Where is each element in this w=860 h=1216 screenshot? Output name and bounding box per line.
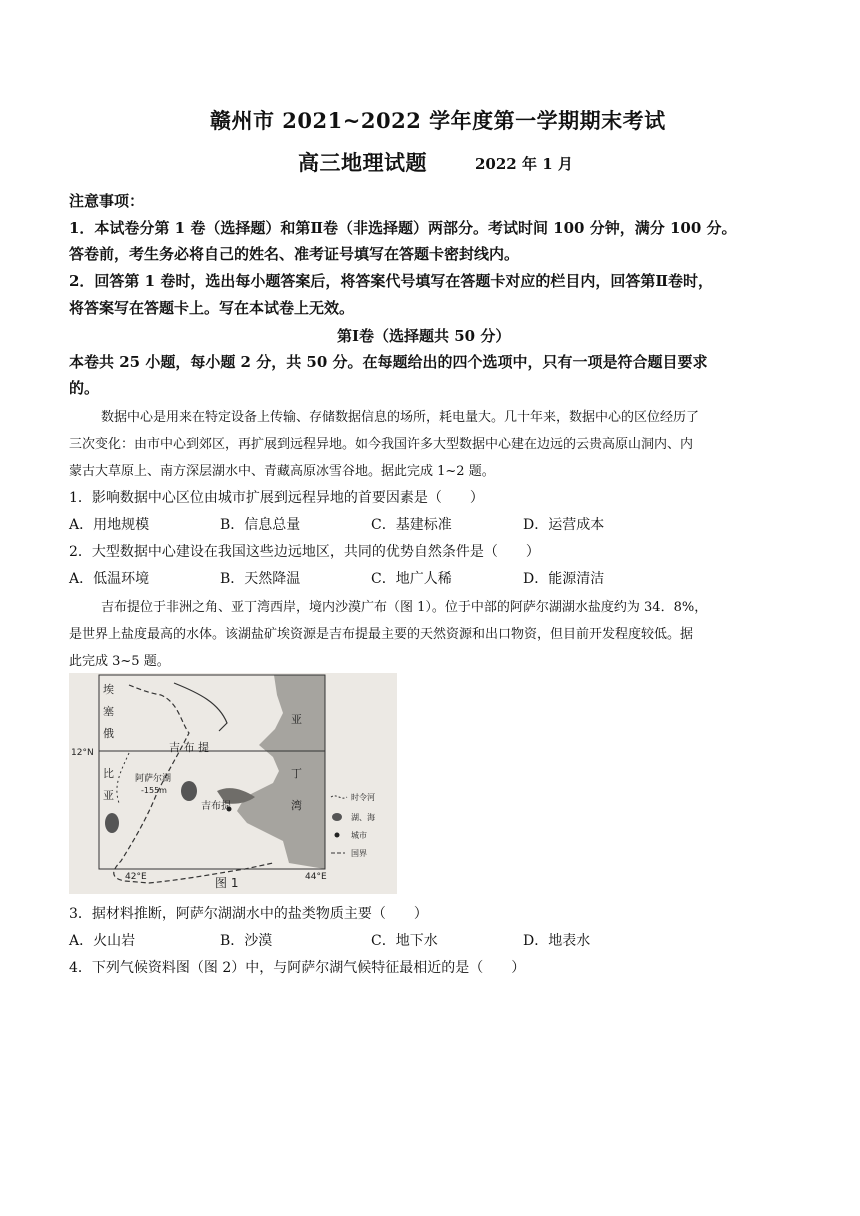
exam-date: 2022 年 1 月 <box>475 155 573 173</box>
q3-option-c: C．地下水 <box>371 933 438 949</box>
map-label-ethiopia-4: 比 <box>103 767 114 780</box>
map-label-gulf-1: 亚 <box>291 713 302 726</box>
q4-stem: 4．下列气候资料图（图 2）中，与阿萨尔湖气候特征最相近的是（ ） <box>69 960 526 976</box>
map-label-ethiopia-1: 埃 <box>103 683 114 696</box>
q1-option-a: A．用地规模 <box>69 517 150 533</box>
q3-option-d: D．地表水 <box>523 933 591 949</box>
q3-stem: 3．据材料推断，阿萨尔湖湖水中的盐类物质主要（ ） <box>69 906 428 922</box>
map-label-elevation: -155m <box>141 786 167 795</box>
passage2-line1: 吉布提位于非洲之角、亚丁湾西岸，境内沙漠广布（图 1）。位于中部的阿萨尔湖湖水盐度约为 34．8%， <box>101 600 708 615</box>
map-label-gulf-2: 丁 <box>291 767 302 780</box>
q1-option-d: D．运营成本 <box>523 517 605 533</box>
map-lat-label: 12°N <box>71 748 94 758</box>
map-label-gulf-3: 湾 <box>291 799 302 812</box>
notice-p2-a: 2．回答第 1 卷时，选出每小题答案后，将答案代号填写在答题卡对应的栏目内，回答第Ⅱ卷时， <box>69 272 713 290</box>
passage2-line3: 此完成 3~5 题。 <box>69 654 170 669</box>
map-label-ethiopia-5: 亚 <box>103 789 114 802</box>
q2-option-d: D．能源清洁 <box>523 571 605 587</box>
map-lon-left: 42°E <box>125 872 147 882</box>
map-label-ethiopia-3: 俄 <box>103 727 114 740</box>
q1-stem: 1．影响数据中心区位由城市扩展到远程异地的首要因素是（ ） <box>69 490 484 506</box>
legend-lake-sea: 湖、海 <box>351 813 375 822</box>
legend-seasonal-river: 时令河 <box>351 793 375 802</box>
passage1-line2: 三次变化：由市中心到郊区，再扩展到远程异地。如今我国许多大型数据中心建在边远的云贵高原山洞内、内 <box>69 437 694 452</box>
passage2-line2: 是世界上盐度最高的水体。该湖盐矿埃资源是吉布提最主要的天然资源和出口物资，但目前开发程度较低。据 <box>69 627 694 642</box>
q3-option-b: B．沙漠 <box>220 933 273 949</box>
map-label-ethiopia-2: 塞 <box>103 705 114 718</box>
legend-border: 国界 <box>351 849 367 858</box>
passage1-line1: 数据中心是用来在特定设备上传输、存储数据信息的场所，耗电量大。几十年来，数据中心的区位经历了 <box>101 410 700 425</box>
notice-p2-b: 将答案写在答题卡上。写在本试卷上无效。 <box>69 299 355 317</box>
q1-option-b: B．信息总量 <box>220 517 301 533</box>
notice-p1-b: 答卷前，考生务必将自己的姓名、准考证号填写在答题卡密封线内。 <box>69 245 520 263</box>
passage1-line3: 蒙古大草原上、南方深层湖水中、青藏高原冰雪谷地。据此完成 1~2 题。 <box>69 464 495 479</box>
figure-1-map <box>69 673 397 894</box>
q2-option-b: B．天然降温 <box>220 571 301 587</box>
notice-p1-a: 1．本试卷分第 1 卷（选择题）和第Ⅱ卷（非选择题）两部分。考试时间 100 分钟，满分 100 分。 <box>69 219 737 237</box>
section1-intro-b: 的。 <box>69 379 100 397</box>
q2-option-a: A．低温环境 <box>69 571 150 587</box>
q3-option-a: A．火山岩 <box>69 933 136 949</box>
q2-option-c: C．地广人稀 <box>371 571 452 587</box>
map-label-lake: 阿萨尔湖 <box>135 774 172 784</box>
legend-city: 城市 <box>351 831 367 840</box>
section1-intro-a: 本卷共 25 小题，每小题 2 分，共 50 分。在每题给出的四个选项中，只有一项是符合题目要求 <box>69 353 708 371</box>
figure-caption: 图 1 <box>215 876 239 890</box>
map-lon-right: 44°E <box>305 872 327 882</box>
map-label-djibouti-city: 吉布提 <box>201 801 231 812</box>
section1-title: 第Ⅰ卷（选择题共 50 分） <box>337 327 511 345</box>
exam-subject: 高三地理试题 <box>298 150 427 175</box>
q1-option-c: C．基建标准 <box>371 517 452 533</box>
notice-heading: 注意事项： <box>69 192 145 210</box>
q2-stem: 2．大型数据中心建设在我国这些边远地区，共同的优势自然条件是（ ） <box>69 544 540 560</box>
map-label-djibouti-country: 吉 布 提 <box>169 741 209 754</box>
exam-title: 赣州市 2021~2022 学年度第一学期期末考试 <box>210 108 666 133</box>
